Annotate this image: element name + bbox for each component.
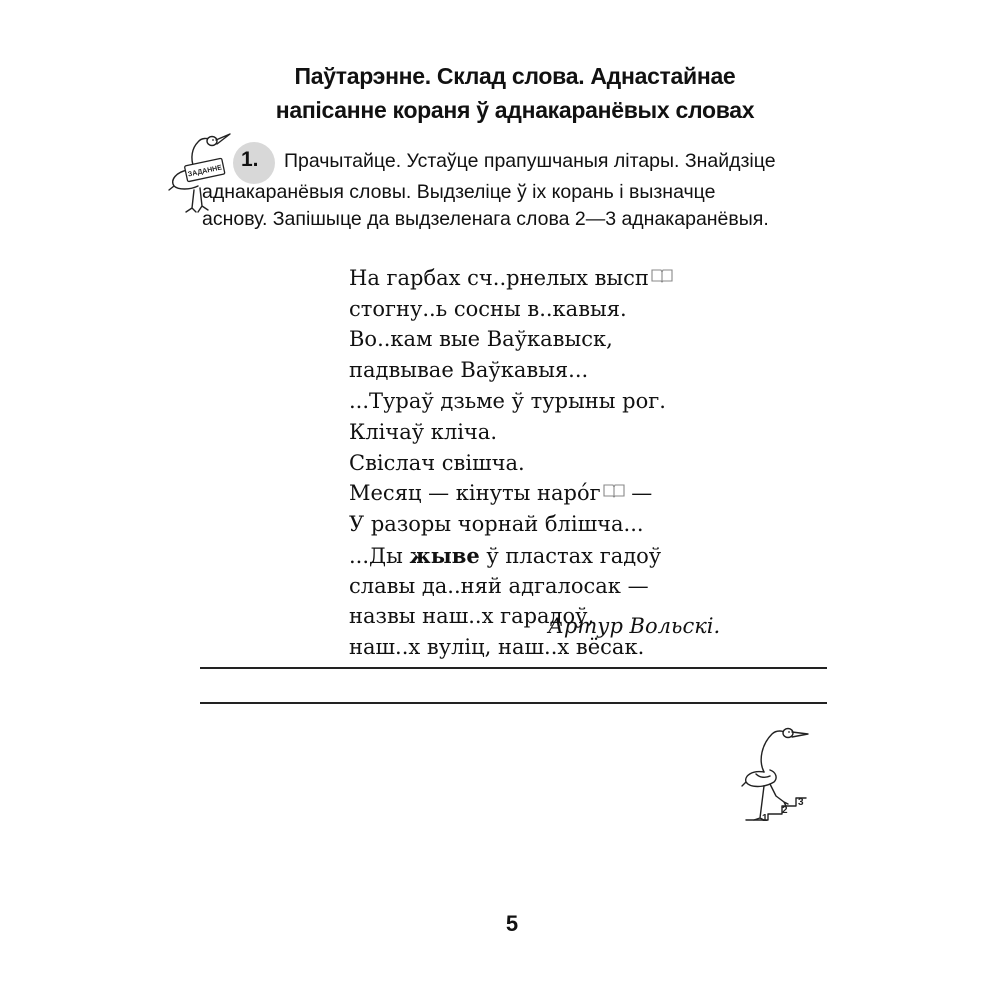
writing-line[interactable] [200, 667, 827, 669]
poem-line: ...Тураў дзьме ў турыны рог. [349, 389, 666, 413]
poem-line: назвы наш..х гарадоў, [349, 604, 595, 628]
poem-text: ...Ды [349, 544, 410, 568]
task-sign-label: ЗАДАННЕ [187, 164, 223, 179]
poem-line: наш..х вуліц, наш..х вёсак. [349, 635, 645, 659]
poem-line: падвывае Ваўкавыя... [349, 358, 589, 382]
poem-line [349, 543, 661, 568]
poem-line [349, 266, 673, 290]
task-text-line-2: аднакаранёвыя словы. Выдзеліце ў іх корань і вызначце [202, 181, 716, 203]
stairs-step-2: 2 [782, 805, 788, 816]
dictionary-book-icon [651, 268, 673, 283]
poem-text: ў пластах гадоў [479, 544, 662, 568]
poem-line: Клічаў кліча. [349, 420, 498, 444]
stairs-step-1: 1 [762, 813, 768, 824]
task-text-line-3: аснову. Запішыце да выдзеленага слова 2—3 аднакаранёвыя. [202, 208, 769, 230]
poem-line: славы да..няй адгалосак — [349, 574, 649, 598]
poem-line: Свіслач свішча. [349, 451, 525, 475]
stork-stairs-icon [742, 722, 837, 822]
stairs-step-3: 3 [798, 797, 804, 808]
highlighted-word: жыве [409, 543, 480, 568]
task-number: 1. [241, 148, 259, 171]
writing-line[interactable] [200, 702, 827, 704]
dictionary-book-icon [603, 483, 625, 498]
page-number: 5 [505, 911, 519, 936]
poem-text: — [624, 481, 653, 505]
poem-text: Месяц — кінуты наро́г [349, 481, 601, 505]
poem-author: Артур Вольскі. [548, 614, 721, 638]
poem-line [349, 481, 652, 505]
poem-line: У разоры чорнай блішча... [349, 512, 644, 536]
poem-line: Во..кам вые Ваўкавыск, [349, 327, 613, 351]
page-title-line-1: Паўтарэнне. Склад слова. Аднастайнае [294, 63, 736, 89]
page-title-line-2: напісанне кораня ў аднакаранёвых словах [275, 97, 755, 123]
poem-text: На гарбах сч..рнелых высп [349, 266, 649, 290]
task-text-line-1: Прачытайце. Устаўце прапушчаныя літары. Знайдзіце [284, 150, 776, 172]
poem-line: стогну..ь сосны в..кавыя. [349, 297, 627, 321]
stork-task-icon [168, 128, 238, 220]
